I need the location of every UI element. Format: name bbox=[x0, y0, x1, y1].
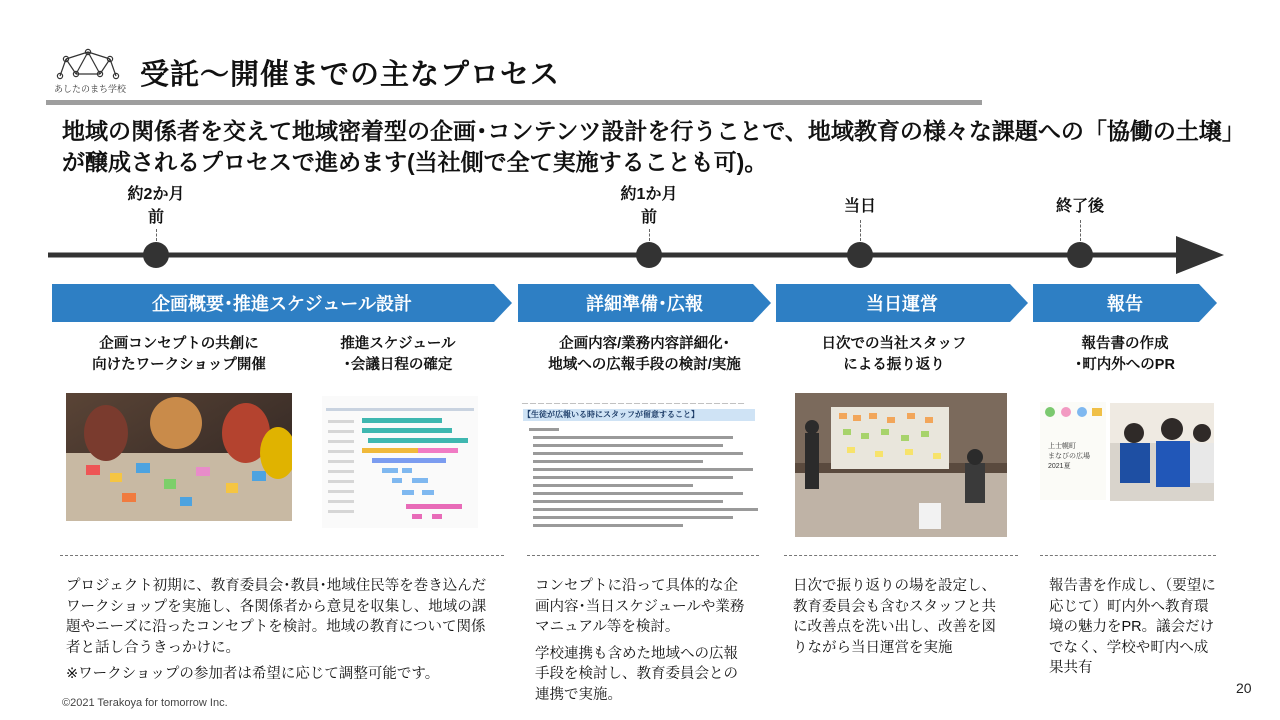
desc-prep bbox=[535, 576, 749, 711]
phase-chevron-planning bbox=[52, 284, 512, 322]
title-divider bbox=[46, 100, 982, 105]
timeline-dot bbox=[847, 242, 873, 268]
lead-text: 地域の関係者を交えて地域密着型の企画･コンテンツ設計を行うことで、地域教育の様々な課題への「協働の土壌」が醸成されるプロセスで進めます(当社側で全て実施することも可)。 bbox=[62, 118, 1245, 175]
company-logo bbox=[52, 46, 127, 96]
phase-label: 報告 bbox=[1107, 294, 1143, 314]
time-label-1month bbox=[589, 183, 709, 229]
timeline-dot bbox=[1067, 242, 1093, 268]
task-line1: 報告書の作成 bbox=[1081, 336, 1169, 352]
task-line2: 向けたワークショップ開催 bbox=[92, 357, 266, 373]
task-schedule bbox=[318, 334, 478, 376]
task-review bbox=[776, 334, 1012, 376]
task-line2: ･会議日程の確定 bbox=[343, 357, 453, 373]
phase-label: 詳細準備･広報 bbox=[586, 294, 703, 314]
review-meeting-photo bbox=[795, 393, 1007, 537]
task-detail bbox=[518, 334, 771, 376]
task-line2: による振り返り bbox=[843, 357, 945, 373]
workshop-photo bbox=[66, 393, 292, 521]
doc-header: －－－－－－－－－－－－－－－－－－－－－－－－－－－－ bbox=[521, 399, 745, 408]
time-label-line2: 前 bbox=[147, 209, 164, 226]
doc-highlight: 【生徒が広報いる時にスタッフが留意すること】 bbox=[523, 409, 755, 421]
page-number: 20 bbox=[1236, 680, 1252, 696]
brochure-caption-3: 2021夏 bbox=[1048, 463, 1071, 470]
brochure-caption-2: まなびの広場 bbox=[1048, 453, 1090, 460]
schedule-chart-image bbox=[322, 396, 478, 528]
section-divider bbox=[60, 555, 504, 556]
desc-planning bbox=[66, 576, 494, 691]
desc-report bbox=[1049, 576, 1221, 685]
time-label-line1: 当日 bbox=[843, 198, 876, 215]
section-divider bbox=[784, 555, 1018, 556]
phase-chevron-day bbox=[776, 284, 1028, 322]
time-label-2months bbox=[96, 183, 216, 229]
task-line2: ･町内外へのPR bbox=[1075, 357, 1175, 373]
time-label-after bbox=[1020, 195, 1140, 218]
desc-day bbox=[793, 576, 1007, 664]
time-label-line2: 前 bbox=[640, 209, 657, 226]
task-line1: 企画コンセプトの共創に bbox=[99, 336, 259, 352]
time-label-line1: 終了後 bbox=[1055, 198, 1104, 215]
time-label-line1: 約2か月 bbox=[127, 186, 185, 203]
brochure-caption-1: 上士幌町 bbox=[1048, 443, 1076, 450]
task-line1: 推進スケジュール bbox=[340, 336, 456, 352]
report-brochure-image bbox=[1040, 402, 1106, 500]
desc-paragraph: 報告書を作成し、（要望に応じて）町内外へ教育環境の魅力をPR。議会だけでなく、学校や町内へ成果共有 bbox=[1049, 578, 1216, 676]
task-report bbox=[1033, 334, 1217, 376]
manual-document-image bbox=[521, 398, 763, 538]
pr-students-photo bbox=[1110, 403, 1214, 501]
desc-paragraph: コンセプトに沿って具体的な企画内容･当日スケジュールや業務マニュアル等を検討。 bbox=[535, 578, 745, 635]
section-divider bbox=[1040, 555, 1216, 556]
desc-note: ※ワークショップの参加者は希望に応じて調整可能です。 bbox=[66, 666, 440, 682]
phase-chevron-prep bbox=[518, 284, 771, 322]
logo-text: あしたのまち学校 bbox=[54, 84, 127, 94]
time-label-day bbox=[800, 195, 920, 218]
page-title: 受託〜開催までの主なプロセス bbox=[140, 59, 561, 91]
section-divider bbox=[527, 555, 759, 556]
timeline-arrow bbox=[48, 236, 1224, 274]
task-line1: 企画内容/業務内容詳細化･ bbox=[559, 336, 730, 352]
timeline-dot bbox=[143, 242, 169, 268]
desc-paragraph: 学校連携も含めた地域への広報手段を検討し、教育委員会との連携で実施。 bbox=[535, 645, 738, 703]
desc-paragraph: 日次で振り返りの場を設定し、教育委員会も含むスタッフと共に改善点を洗い出し、改善を図りながら当日運営を実施 bbox=[793, 578, 996, 656]
copyright: ©2021 Terakoya for tomorrow Inc. bbox=[62, 697, 228, 709]
phase-label: 当日運営 bbox=[866, 294, 938, 314]
brochure-caption bbox=[1048, 442, 1090, 472]
phase-chevron-report bbox=[1033, 284, 1217, 322]
desc-paragraph: プロジェクト初期に、教育委員会･教員･地域住民等を巻き込んだワークショップを実施し、各関係者から意見を収集し、地域の課題やニーズに沿ったコンセプトを検討。地域の教育について関係者と話し合うきっかけに。 bbox=[66, 578, 487, 656]
time-label-line1: 約1か月 bbox=[620, 186, 678, 203]
task-line1: 日次での当社スタッフ bbox=[821, 336, 967, 352]
timeline-dot bbox=[636, 242, 662, 268]
task-workshop bbox=[66, 334, 292, 376]
task-line2: 地域への広報手段の検討/実施 bbox=[548, 357, 741, 373]
phase-label: 企画概要･推進スケジュール設計 bbox=[152, 294, 412, 314]
